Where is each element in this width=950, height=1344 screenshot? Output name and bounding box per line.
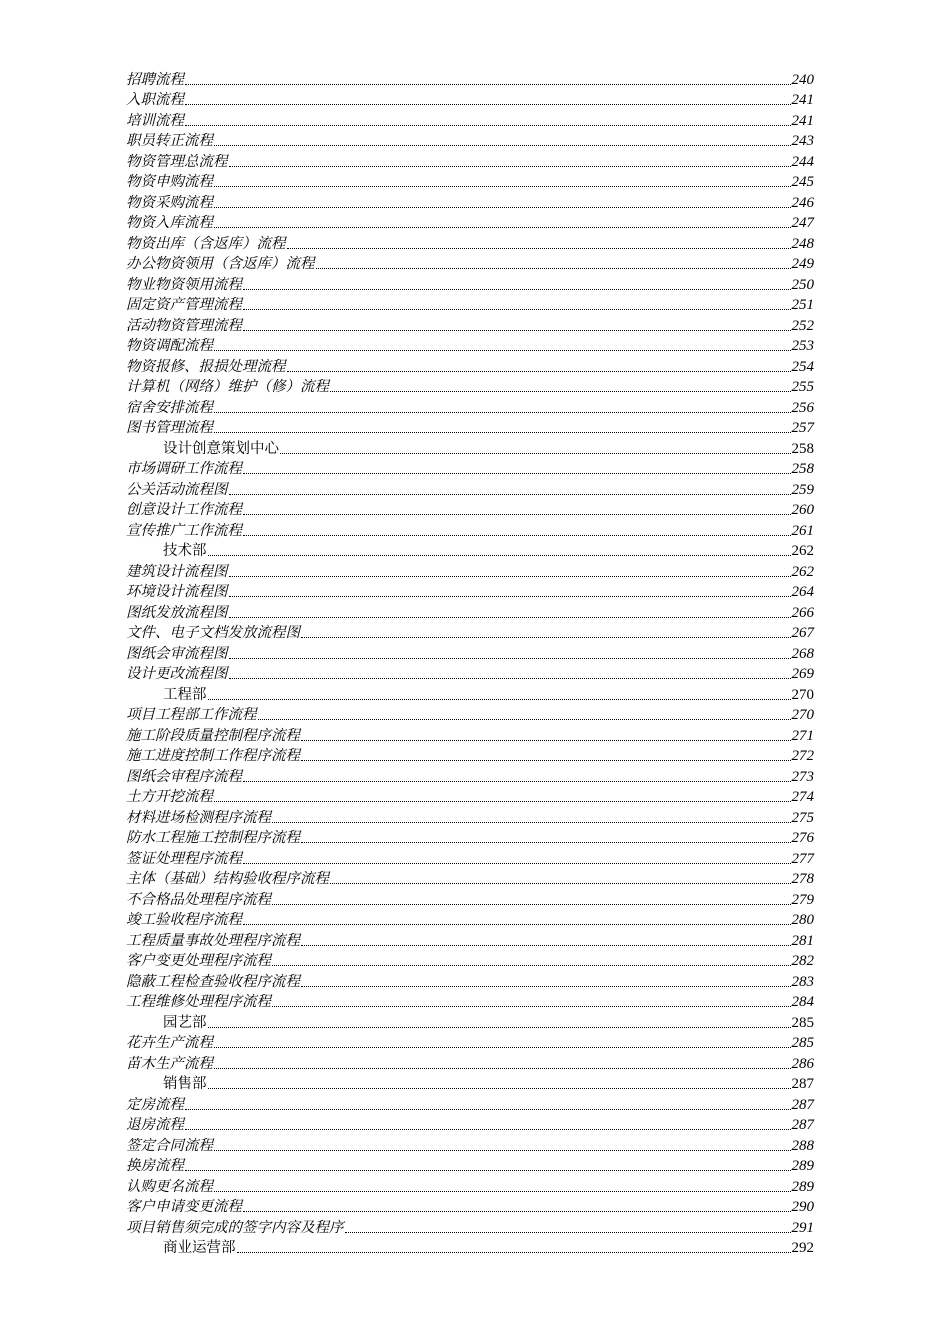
toc-entry-page-number: 281: [791, 932, 814, 949]
toc-entry-title: 环境设计流程图: [126, 584, 228, 600]
toc-entry-page-number: 269: [791, 666, 814, 682]
toc-entry-page-number: 260: [791, 502, 814, 518]
dot-leader: [214, 1067, 791, 1069]
toc-entry-page-number: 262: [791, 563, 814, 580]
toc-entry-page-number: 246: [791, 194, 814, 211]
dot-leader: [229, 493, 791, 495]
toc-entry-page-number: 258: [791, 461, 814, 477]
toc-entry-page-number: 251: [791, 297, 814, 313]
dot-leader: [272, 964, 791, 966]
dot-leader: [301, 841, 791, 843]
toc-entry-page-number: 282: [791, 953, 814, 969]
toc-entry[interactable]: [126, 90, 814, 111]
toc-entry-page-number: 257: [791, 420, 814, 436]
toc-entry[interactable]: [126, 951, 814, 972]
toc-entry-title: 隐蔽工程检查验收程序流程: [126, 973, 300, 990]
toc-entry-page-number: 277: [791, 850, 814, 867]
toc-entry-title: 入职流程: [126, 92, 184, 108]
dot-leader: [214, 185, 791, 187]
toc-entry[interactable]: [126, 418, 814, 439]
toc-entry[interactable]: [126, 971, 814, 992]
toc-entry-page-number: 254: [791, 358, 814, 375]
toc-entry-title: 认购更名流程: [126, 1178, 213, 1195]
toc-entry-page-number: 249: [791, 256, 814, 272]
dot-leader: [229, 616, 791, 618]
dot-leader: [237, 1251, 791, 1253]
toc-entry-page-number: 274: [791, 789, 814, 805]
toc-entry-title: 职员转正流程: [126, 133, 213, 149]
toc-entry-page-number: 248: [791, 235, 814, 252]
toc-entry-page-number: 267: [791, 625, 814, 641]
toc-entry-page-number: 286: [791, 1055, 814, 1072]
dot-leader: [330, 390, 791, 392]
toc-entry-page-number: 273: [791, 768, 814, 785]
toc-entry[interactable]: [126, 377, 814, 398]
toc-entry-page-number: 264: [791, 584, 814, 600]
dot-leader: [208, 698, 791, 700]
toc-entry-title: 工程维修处理程序流程: [126, 994, 271, 1010]
toc-entry-title: 图纸发放流程图: [126, 604, 228, 621]
dot-leader: [316, 267, 791, 269]
dot-leader: [214, 349, 791, 351]
toc-entry-title: 不合格品处理程序流程: [126, 891, 271, 908]
toc-entry-title: 文件、电子文档发放流程图: [126, 625, 300, 641]
dot-leader: [229, 165, 791, 167]
toc-entry-title: 活动物资管理流程: [126, 317, 242, 334]
toc-entry-page-number: 289: [791, 1178, 814, 1195]
dot-leader: [301, 739, 791, 741]
dot-leader: [214, 411, 791, 413]
toc-entry[interactable]: [126, 705, 814, 726]
toc-entry-page-number: 240: [791, 71, 814, 88]
toc-entry-page-number: 290: [791, 1199, 814, 1215]
dot-leader: [272, 1005, 791, 1007]
toc-entry[interactable]: [126, 1053, 814, 1074]
toc-entry[interactable]: [126, 336, 814, 357]
toc-entry[interactable]: [126, 1217, 814, 1238]
toc-entry[interactable]: [126, 500, 814, 521]
dot-leader: [243, 780, 791, 782]
toc-entry[interactable]: [126, 1033, 814, 1054]
toc-entry-title: 图书管理流程: [126, 420, 213, 436]
toc-entry-title: 技术部: [163, 543, 207, 559]
dot-leader: [301, 636, 791, 638]
toc-entry-title: 花卉生产流程: [126, 1035, 213, 1051]
dot-leader: [185, 1128, 791, 1130]
dot-leader: [243, 923, 791, 925]
toc-entry-page-number: 287: [791, 1096, 814, 1113]
toc-entry-page-number: 287: [791, 1117, 814, 1133]
dot-leader: [243, 1210, 791, 1212]
toc-entry-title: 园艺部: [163, 1014, 207, 1031]
toc-entry-title: 防水工程施工控制程序流程: [126, 830, 300, 846]
toc-entry-title: 施工进度控制工作程序流程: [126, 748, 300, 764]
dot-leader: [272, 903, 791, 905]
toc-entry-page-number: 256: [791, 399, 814, 416]
table-of-contents: [126, 69, 814, 1258]
dot-leader: [229, 677, 791, 679]
toc-entry-page-number: 287: [791, 1076, 814, 1092]
dot-leader: [243, 534, 791, 536]
toc-entry[interactable]: [126, 623, 814, 644]
dot-leader: [301, 985, 791, 987]
toc-entry-page-number: 268: [791, 645, 814, 662]
toc-entry[interactable]: [126, 110, 814, 131]
toc-entry-title: 签定合同流程: [126, 1137, 213, 1154]
toc-entry-title: 物资采购流程: [126, 194, 213, 211]
toc-entry[interactable]: [126, 643, 814, 664]
toc-entry[interactable]: [126, 356, 814, 377]
toc-entry-title: 物资调配流程: [126, 338, 213, 354]
toc-entry-title: 宿舍安排流程: [126, 399, 213, 416]
toc-entry-page-number: 279: [791, 891, 814, 908]
toc-entry-title: 竣工验收程序流程: [126, 912, 242, 928]
toc-entry[interactable]: [126, 992, 814, 1013]
toc-entry-page-number: 288: [791, 1137, 814, 1154]
toc-entry-page-number: 283: [791, 973, 814, 990]
toc-entry-page-number: 285: [791, 1035, 814, 1051]
dot-leader: [214, 1149, 791, 1151]
toc-entry-title: 主体（基础）结构验收程序流程: [126, 871, 329, 887]
toc-entry-page-number: 275: [791, 809, 814, 826]
dot-leader: [301, 759, 791, 761]
toc-entry-page-number: 258: [791, 440, 814, 457]
toc-entry-page-number: 270: [791, 707, 814, 723]
toc-entry-title: 物资报修、报损处理流程: [126, 358, 286, 375]
toc-entry[interactable]: [126, 233, 814, 254]
dot-leader: [208, 1087, 791, 1089]
toc-section-heading[interactable]: [126, 1238, 814, 1259]
toc-entry-page-number: 289: [791, 1158, 814, 1174]
dot-leader: [208, 1026, 791, 1028]
toc-entry[interactable]: [126, 459, 814, 480]
toc-entry[interactable]: [126, 828, 814, 849]
dot-leader: [185, 83, 791, 85]
dot-leader: [243, 308, 791, 310]
toc-entry-title: 定房流程: [126, 1096, 184, 1113]
toc-entry-title: 市场调研工作流程: [126, 461, 242, 477]
toc-entry-page-number: 259: [791, 481, 814, 498]
toc-entry-page-number: 241: [791, 112, 814, 129]
toc-entry-page-number: 255: [791, 379, 814, 395]
dot-leader: [287, 247, 791, 249]
toc-entry-title: 宣传推广工作流程: [126, 522, 242, 539]
toc-entry[interactable]: [126, 766, 814, 787]
toc-entry[interactable]: [126, 1156, 814, 1177]
toc-entry-page-number: 241: [791, 92, 814, 108]
dot-leader: [330, 882, 791, 884]
toc-entry-title: 签证处理程序流程: [126, 850, 242, 867]
dot-leader: [214, 206, 791, 208]
dot-leader: [185, 103, 791, 105]
dot-leader: [243, 329, 791, 331]
toc-entry-page-number: 291: [791, 1219, 814, 1236]
toc-entry[interactable]: [126, 930, 814, 951]
toc-entry-title: 图纸会审程序流程: [126, 768, 242, 785]
toc-entry-page-number: 278: [791, 871, 814, 887]
dot-leader: [214, 1046, 791, 1048]
toc-entry-title: 苗木生产流程: [126, 1055, 213, 1072]
toc-entry-page-number: 245: [791, 174, 814, 190]
dot-leader: [208, 554, 791, 556]
toc-entry[interactable]: [126, 807, 814, 828]
toc-entry-title: 商业运营部: [163, 1240, 236, 1256]
dot-leader: [229, 575, 791, 577]
toc-entry[interactable]: [126, 69, 814, 90]
toc-entry[interactable]: [126, 725, 814, 746]
dot-leader: [258, 718, 791, 720]
toc-entry[interactable]: [126, 254, 814, 275]
dot-leader: [185, 1108, 791, 1110]
dot-leader: [185, 1169, 791, 1171]
toc-entry-page-number: 280: [791, 912, 814, 928]
dot-leader: [214, 431, 791, 433]
dot-leader: [243, 513, 791, 515]
toc-entry-title: 退房流程: [126, 1117, 184, 1133]
toc-entry-title: 销售部: [163, 1076, 207, 1092]
dot-leader: [272, 821, 791, 823]
toc-section-heading[interactable]: [126, 684, 814, 705]
toc-entry-title: 材料进场检测程序流程: [126, 809, 271, 826]
toc-entry-page-number: 247: [791, 215, 814, 231]
toc-entry-page-number: 272: [791, 748, 814, 764]
toc-entry-page-number: 270: [791, 686, 814, 703]
toc-entry[interactable]: [126, 848, 814, 869]
toc-entry[interactable]: [126, 131, 814, 152]
dot-leader: [345, 1231, 791, 1233]
toc-entry-title: 物资管理总流程: [126, 153, 228, 170]
toc-entry-page-number: 285: [791, 1014, 814, 1031]
dot-leader: [214, 1190, 791, 1192]
dot-leader: [214, 144, 791, 146]
dot-leader: [229, 595, 791, 597]
toc-entry[interactable]: [126, 746, 814, 767]
toc-entry-page-number: 243: [791, 133, 814, 149]
dot-leader: [214, 226, 791, 228]
toc-entry[interactable]: [126, 787, 814, 808]
toc-entry-title: 设计创意策划中心: [163, 440, 279, 457]
toc-entry[interactable]: [126, 910, 814, 931]
toc-entry[interactable]: [126, 561, 814, 582]
toc-entry-page-number: 276: [791, 830, 814, 846]
dot-leader: [243, 862, 791, 864]
dot-leader: [214, 800, 791, 802]
toc-section-heading[interactable]: [126, 541, 814, 562]
toc-entry-page-number: 292: [791, 1240, 814, 1256]
toc-entry-title: 创意设计工作流程: [126, 502, 242, 518]
toc-section-heading[interactable]: [126, 1074, 814, 1095]
toc-entry[interactable]: [126, 192, 814, 213]
toc-entry-title: 土方开挖流程: [126, 789, 213, 805]
toc-entry-title: 项目工程部工作流程: [126, 707, 257, 723]
toc-entry[interactable]: [126, 397, 814, 418]
toc-entry[interactable]: [126, 1197, 814, 1218]
toc-entry-title: 图纸会审流程图: [126, 645, 228, 662]
toc-entry[interactable]: [126, 602, 814, 623]
toc-entry[interactable]: [126, 151, 814, 172]
toc-entry-page-number: 252: [791, 317, 814, 334]
toc-entry[interactable]: [126, 1094, 814, 1115]
dot-leader: [243, 288, 791, 290]
toc-entry-page-number: 244: [791, 153, 814, 170]
dot-leader: [243, 472, 791, 474]
dot-leader: [301, 944, 791, 946]
toc-entry[interactable]: [126, 315, 814, 336]
toc-entry-page-number: 271: [791, 727, 814, 744]
toc-entry-title: 工程部: [163, 686, 207, 703]
toc-entry-title: 培训流程: [126, 112, 184, 129]
dot-leader: [280, 452, 791, 454]
toc-entry-title: 物资出库（含返库）流程: [126, 235, 286, 252]
dot-leader: [185, 124, 791, 126]
toc-entry[interactable]: [126, 213, 814, 234]
toc-entry-title: 固定资产管理流程: [126, 297, 242, 313]
toc-entry-title: 项目销售须完成的签字内容及程序: [126, 1219, 344, 1236]
toc-entry[interactable]: [126, 1135, 814, 1156]
toc-section-heading[interactable]: [126, 1012, 814, 1033]
dot-leader: [229, 657, 791, 659]
toc-entry[interactable]: [126, 1115, 814, 1136]
toc-entry[interactable]: [126, 582, 814, 603]
toc-entry[interactable]: [126, 869, 814, 890]
toc-entry-title: 客户申请变更流程: [126, 1199, 242, 1215]
toc-entry-title: 工程质量事故处理程序流程: [126, 932, 300, 949]
toc-entry[interactable]: [126, 520, 814, 541]
toc-entry-title: 物资入库流程: [126, 215, 213, 231]
toc-entry-page-number: 253: [791, 338, 814, 354]
toc-entry[interactable]: [126, 1176, 814, 1197]
toc-entry-title: 物资申购流程: [126, 174, 213, 190]
dot-leader: [287, 370, 791, 372]
toc-entry-page-number: 262: [791, 543, 814, 559]
toc-entry-title: 客户变更处理程序流程: [126, 953, 271, 969]
toc-entry[interactable]: [126, 889, 814, 910]
toc-entry-title: 物业物资领用流程: [126, 276, 242, 293]
toc-entry[interactable]: [126, 479, 814, 500]
toc-entry-title: 设计更改流程图: [126, 666, 228, 682]
toc-entry-page-number: 284: [791, 994, 814, 1010]
toc-section-heading[interactable]: [126, 438, 814, 459]
toc-entry-title: 计算机（网络）维护（修）流程: [126, 379, 329, 395]
toc-entry-title: 公关活动流程图: [126, 481, 228, 498]
toc-entry-page-number: 261: [791, 522, 814, 539]
toc-entry-title: 办公物资领用（含返库）流程: [126, 256, 315, 272]
toc-entry[interactable]: [126, 295, 814, 316]
toc-entry-title: 换房流程: [126, 1158, 184, 1174]
toc-entry-title: 建筑设计流程图: [126, 563, 228, 580]
toc-entry[interactable]: [126, 274, 814, 295]
toc-entry-title: 施工阶段质量控制程序流程: [126, 727, 300, 744]
toc-entry-page-number: 266: [791, 604, 814, 621]
toc-entry-title: 招聘流程: [126, 71, 184, 88]
toc-entry[interactable]: [126, 664, 814, 685]
toc-entry[interactable]: [126, 172, 814, 193]
toc-entry-page-number: 250: [791, 276, 814, 293]
